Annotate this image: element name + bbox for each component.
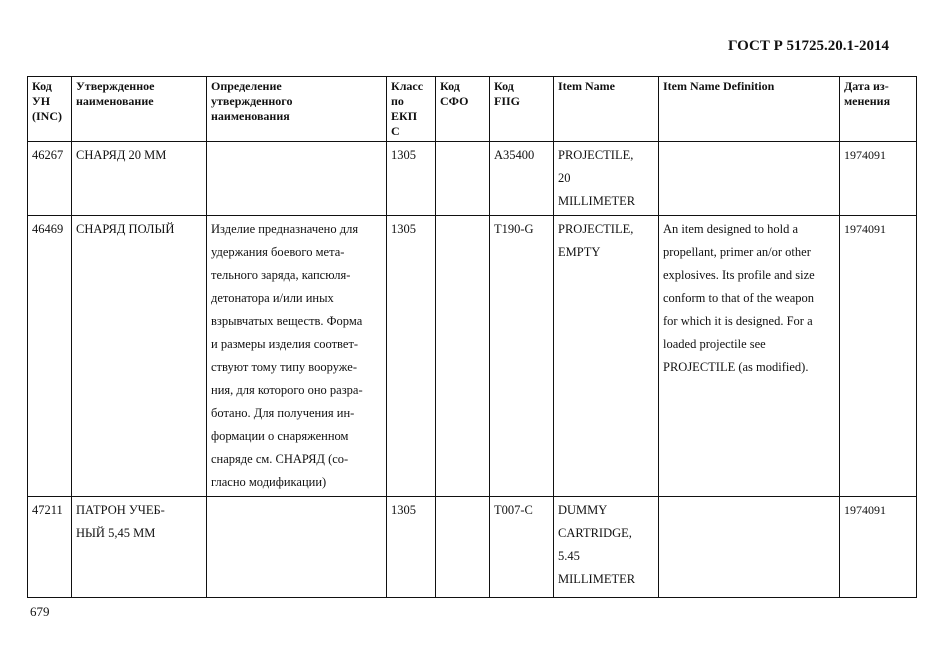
column-header-change-date: Дата из- менения: [840, 77, 917, 142]
cell-change-date: 1974091: [840, 142, 917, 216]
cell-definition: Изделие предназначено для удержания боевого мета- тельного заряда, капсюля- детонатора и/или иных взрывчатых веществ. Форма и размеры изделия соответ- ствуют тому типу вооруже- ния, для которого оно разра- ботано. Для получения ин- формации о снаряженном снаряде см. СНАРЯД (со- гласно модификации): [207, 216, 387, 497]
cell-change-date: 1974091: [840, 216, 917, 497]
cell-change-date: 1974091: [840, 497, 917, 598]
column-header-definition: Определение утвержденного наименования: [207, 77, 387, 142]
column-header-class: Класс по ЕКП С: [387, 77, 436, 142]
cell-item-name: DUMMY CARTRIDGE, 5.45 MILLIMETER: [554, 497, 659, 598]
catalog-table: [27, 76, 917, 598]
cell-class: 1305: [387, 216, 436, 497]
cell-item-definition: An item designed to hold a propellant, primer an/or other explosives. Its profile and size conform to that of the weapon for which it is designed. For a loaded projectile see PROJECTILE (as modified).: [659, 216, 840, 497]
cell-inc: 46267: [28, 142, 72, 216]
column-header-item-name-definition: Item Name Definition: [659, 77, 840, 142]
cell-approved-name: СНАРЯД 20 ММ: [72, 142, 207, 216]
document-code: ГОСТ Р 51725.20.1-2014: [727, 38, 889, 54]
cell-class: 1305: [387, 497, 436, 598]
cell-fiig: T007-C: [490, 497, 554, 598]
table-row: [28, 497, 917, 598]
cell-approved-name: ПАТРОН УЧЕБ- НЫЙ 5,45 ММ: [72, 497, 207, 598]
column-header-fiig: Код FIIG: [490, 77, 554, 142]
cell-sfo: [436, 216, 490, 497]
cell-class: 1305: [387, 142, 436, 216]
page-number: 679: [30, 604, 50, 619]
cell-inc: 46469: [28, 216, 72, 497]
column-header-approved-name: Утвержденное наименование: [72, 77, 207, 142]
cell-definition: [207, 142, 387, 216]
column-header-inc: Код УН (INC): [28, 77, 72, 142]
cell-sfo: [436, 142, 490, 216]
cell-item-definition: [659, 142, 840, 216]
cell-approved-name: СНАРЯД ПОЛЫЙ: [72, 216, 207, 497]
column-header-sfo: Код СФО: [436, 77, 490, 142]
table-row: [28, 142, 917, 216]
cell-sfo: [436, 497, 490, 598]
cell-item-name: PROJECTILE, 20 MILLIMETER: [554, 142, 659, 216]
table-row: [28, 216, 917, 497]
cell-item-definition: [659, 497, 840, 598]
cell-fiig: A35400: [490, 142, 554, 216]
cell-inc: 47211: [28, 497, 72, 598]
table-header-row: [28, 77, 917, 142]
cell-fiig: T190-G: [490, 216, 554, 497]
column-header-item-name: Item Name: [554, 77, 659, 142]
cell-item-name: PROJECTILE, EMPTY: [554, 216, 659, 497]
cell-definition: [207, 497, 387, 598]
